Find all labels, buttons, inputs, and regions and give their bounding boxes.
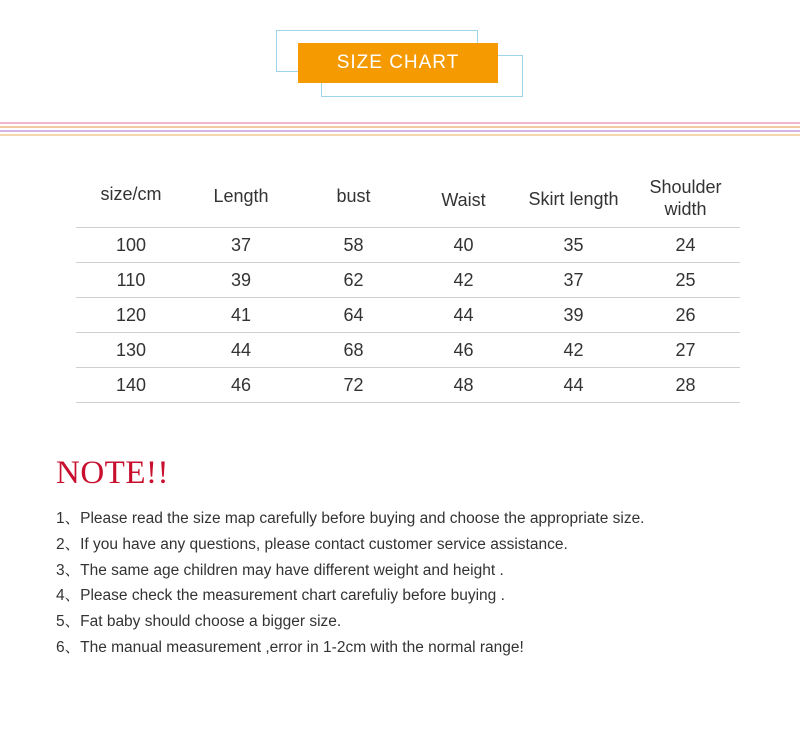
stripe-3 xyxy=(0,130,800,132)
cell-skirt-length: 42 xyxy=(516,333,631,368)
stripe-2 xyxy=(0,126,800,128)
stripe-4 xyxy=(0,134,800,136)
cell-length: 41 xyxy=(186,298,296,333)
note-item: 3、The same age children may have different weight and height . xyxy=(56,561,504,579)
cell-skirt-length: 39 xyxy=(516,298,631,333)
cell-length: 44 xyxy=(186,333,296,368)
cell-length: 46 xyxy=(186,368,296,403)
stripe-1 xyxy=(0,122,800,124)
cell-bust: 62 xyxy=(296,263,411,298)
header-length: Length xyxy=(186,168,296,228)
cell-waist: 40 xyxy=(411,228,516,263)
cell-skirt-length: 37 xyxy=(516,263,631,298)
size-table xyxy=(76,168,740,403)
table-row xyxy=(76,263,740,298)
cell-size: 130 xyxy=(76,333,186,368)
cell-length: 37 xyxy=(186,228,296,263)
note-title: NOTE!! xyxy=(56,455,169,491)
cell-shoulder-width: 26 xyxy=(631,298,740,333)
note-item: 5、Fat baby should choose a bigger size. xyxy=(56,613,342,631)
cell-skirt-length: 44 xyxy=(516,368,631,403)
table-row xyxy=(76,298,740,333)
header-skirt-length: Skirt length xyxy=(516,168,631,228)
cell-size: 110 xyxy=(76,263,186,298)
header-size: size/cm xyxy=(76,168,186,228)
header-shoulder-width: Shoulder width xyxy=(631,168,740,228)
decorative-stripes xyxy=(0,122,800,138)
note-item: 4、Please check the measurement chart carefuliy before buying . xyxy=(56,587,505,605)
note-list xyxy=(56,506,645,661)
table-header-row xyxy=(76,168,740,228)
table-row xyxy=(76,333,740,368)
size-chart-banner xyxy=(276,30,524,98)
cell-waist: 48 xyxy=(411,368,516,403)
banner-title: SIZE CHART xyxy=(298,43,498,83)
table-row xyxy=(76,368,740,403)
cell-shoulder-width: 27 xyxy=(631,333,740,368)
cell-size: 120 xyxy=(76,298,186,333)
cell-shoulder-width: 28 xyxy=(631,368,740,403)
note-item: 1、Please read the size map carefully before buying and choose the appropriate size. xyxy=(56,510,645,527)
cell-size: 140 xyxy=(76,368,186,403)
cell-length: 39 xyxy=(186,263,296,298)
cell-bust: 68 xyxy=(296,333,411,368)
cell-bust: 72 xyxy=(296,368,411,403)
header-bust: bust xyxy=(296,168,411,228)
cell-shoulder-width: 25 xyxy=(631,263,740,298)
header-waist: Waist xyxy=(411,168,516,228)
cell-waist: 46 xyxy=(411,333,516,368)
table-row xyxy=(76,228,740,263)
cell-waist: 42 xyxy=(411,263,516,298)
cell-size: 100 xyxy=(76,228,186,263)
cell-skirt-length: 35 xyxy=(516,228,631,263)
note-item: 2、If you have any questions, please contact customer service assistance. xyxy=(56,535,568,553)
cell-waist: 44 xyxy=(411,298,516,333)
cell-shoulder-width: 24 xyxy=(631,228,740,263)
cell-bust: 64 xyxy=(296,298,411,333)
note-item: 6、The manual measurement ,error in 1-2cm with the normal range! xyxy=(56,638,524,656)
cell-bust: 58 xyxy=(296,228,411,263)
